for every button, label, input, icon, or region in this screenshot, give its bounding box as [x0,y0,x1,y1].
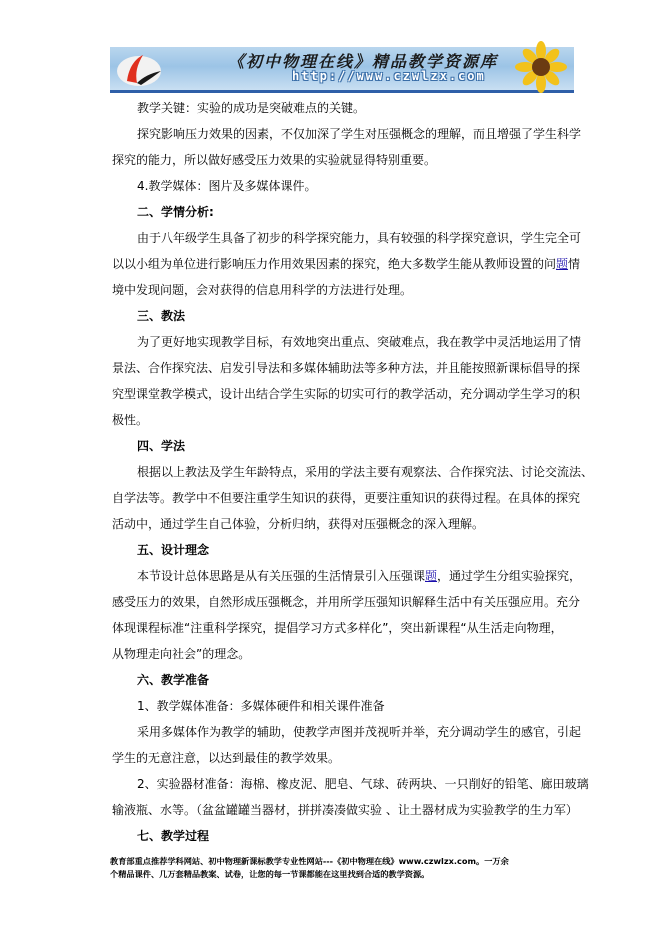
paragraph-text: ，通过学生分组实验探究， [437,569,582,583]
site-logo-icon [113,49,169,89]
paragraph-line: 教学关键：实验的成功是突破难点的关键。 [137,101,366,115]
section-heading: 二、学情分析: [137,205,214,219]
paragraph-text: 情 [568,257,581,271]
sunflower-icon [510,41,572,93]
page-footer [110,855,580,881]
paragraph-line: 采用多媒体作为教学的辅助，使教学声图并茂视听并举，充分调动学生的感官，引起 [137,725,582,739]
paragraph-line: 从物理走向社会”的理念。 [112,647,251,661]
paragraph-line: 境中发现问题，会对获得的信息用科学的方法进行处理。 [112,283,413,297]
footer-line: 个精品课件、几万套精品教案、试卷，让您的每一节课都能在这里找到合适的教学资源。 [110,869,430,879]
banner-url: http://www.czwlzx.com [292,69,486,83]
paragraph-line: 自学法等。教学中不但要注重学生知识的获得，更要注重知识的获得过程。在具体的探究 [112,491,581,505]
header-banner [110,47,574,93]
paragraph-line: 输液瓶、水等。（盆盆罐罐当器材，拼拼凑凑做实验 、让土器材成为实验教学的生力军） [112,803,578,817]
section-heading: 四、学法 [137,439,186,453]
inline-link[interactable]: 题 [425,569,438,583]
paragraph-line [112,251,581,277]
section-heading: 六、教学准备 [137,673,210,687]
paragraph-line: 极性。 [112,413,149,427]
paragraph-line: 探究的能力，所以做好感受压力效果的实验就显得特别重要。 [112,153,437,167]
paragraph-line: 1、教学媒体准备：多媒体硬件和相关课件准备 [137,699,385,713]
document-body [112,95,594,849]
paragraph-text: 本节设计总体思路是从有关压强的生活情景引入压强课 [137,569,426,583]
footer-line: 教育部重点推荐学科网站、初中物理新课标教学专业性网站---《初中物理在线》www.czwlzx.com。一万余 [110,856,509,866]
section-heading: 七、教学过程 [137,829,210,843]
paragraph-line: 究型课堂教学模式，设计出结合学生实际的切实可行的教学活动，充分调动学生学习的积 [112,387,581,401]
paragraph-line: 4.教学媒体：图片及多媒体课件。 [137,179,317,193]
paragraph-line [112,563,582,589]
paragraph-line: 体现课程标准“注重科学探究，提倡学习方式多样化”，突出新课程“从生活走向物理， [112,621,563,635]
banner-title: 《初中物理在线》精品教学资源库 [228,52,499,71]
section-heading: 五、设计理念 [137,543,210,557]
paragraph-line: 2、实验器材准备：海棉、橡皮泥、肥皂、气球、砖两块、一只削好的铅笔、廊田玻璃 [137,777,589,791]
paragraph-line: 感受压力的效果，自然形成压强概念，并用所学压强知识解释生活中有关压强应用。充分 [112,595,581,609]
paragraph-line: 根据以上教法及学生年龄特点，采用的学法主要有观察法、合作探究法、讨论交流法、 [137,465,594,479]
paragraph-line: 探究影响压力效果的因素，不仅加深了学生对压强概念的理解，而且增强了学生科学 [137,127,582,141]
paragraph-line: 活动中，通过学生自己体验，分析归纳，获得对压强概念的深入理解。 [112,517,485,531]
paragraph-text: 以以小组为单位进行影响压力作用效果因素的探究，绝大多数学生能从教师设置的问 [112,257,557,271]
section-heading: 三、教法 [137,309,186,323]
inline-link[interactable]: 题 [556,257,569,271]
paragraph-line: 为了更好地实现教学目标，有效地突出重点、突破难点，我在教学中灵活地运用了情 [137,335,582,349]
paragraph-line: 由于八年级学生具备了初步的科学探究能力，具有较强的科学探究意识，学生完全可 [137,231,582,245]
paragraph-line: 学生的无意注意，以达到最佳的教学效果。 [112,751,341,765]
paragraph-line: 景法、合作探究法、启发引导法和多媒体辅助法等多种方法，并且能按照新课标倡导的探 [112,361,581,375]
